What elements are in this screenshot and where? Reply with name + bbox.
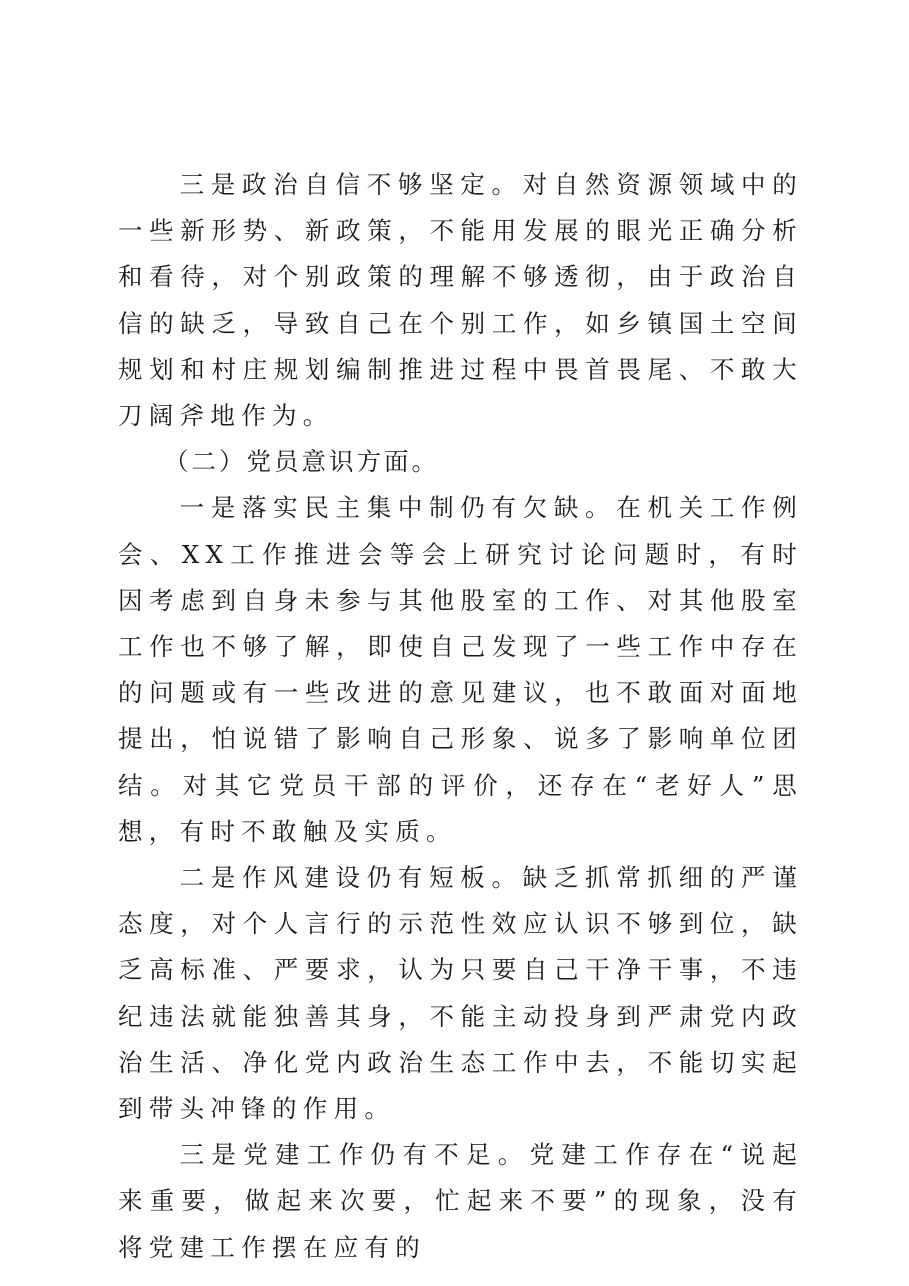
paragraph-work-style: 二是作风建设仍有短板。缺乏抓常抓细的严谨态度，对个人言行的示范性效应认识不够到位，缺乏高标准、严要求，认为只要自己干净干事，不违纪违法就能独善其身，不能主动投身到严肃党内政治生活、净化党内政治生态工作中去，不能切实起到带头冲锋的作用。 [118,863,803,1124]
section-heading-party-awareness: （二）党员意识方面。 [164,447,439,477]
paragraph-democratic-centralism: 一是落实民主集中制仍有欠缺。在机关工作例会、XX工作推进会等会上研究讨论问题时，有时因考虑到自身未参与其他股室的工作、对其他股室工作也不够了解，即使自己发现了一些工作中存在的问题或有一些改进的意见建议，也不敢面对面地提出，怕说错了影响自己形象、说多了影响单位团结。对其它党员干部的评价，还存在“老好人”思想，有时不敢触及实质。 [118,493,803,846]
document-body [118,162,803,1271]
paragraph-political-confidence: 三是政治自信不够坚定。对自然资源领域中的一些新形势、新政策，不能用发展的眼光正确分析和看待，对个别政策的理解不够透彻，由于政治自信的缺乏，导致自己在个别工作，如乡镇国土空间规划和村庄规划编制推进过程中畏首畏尾、不敢大刀阔斧地作为。 [118,170,803,431]
paragraph-party-building: 三是党建工作仍有不足。党建工作存在“说起来重要，做起来次要，忙起来不要”的现象，没有将党建工作摆在应有的 [118,1140,803,1262]
